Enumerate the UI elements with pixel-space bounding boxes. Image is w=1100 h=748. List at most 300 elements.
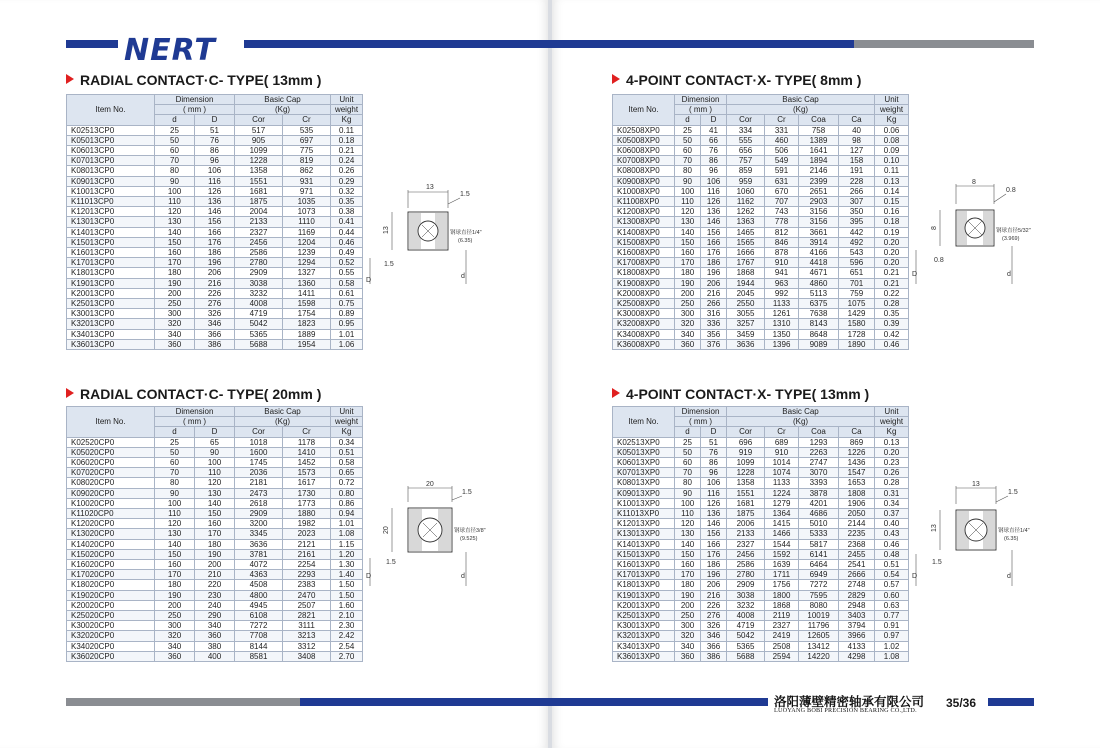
value-cell: 697	[283, 135, 331, 145]
value-cell: 3403	[839, 611, 875, 621]
value-cell: 0.20	[875, 237, 909, 247]
value-cell: 0.89	[331, 309, 363, 319]
value-cell: 2541	[839, 560, 875, 570]
table-row	[613, 600, 909, 610]
value-cell: 76	[701, 146, 727, 156]
item-number-cell: K12020CP0	[67, 519, 155, 529]
value-cell: 300	[155, 309, 195, 319]
value-cell: 50	[155, 135, 195, 145]
table-row	[613, 631, 909, 641]
value-cell: 14220	[799, 651, 839, 661]
table-row	[613, 268, 909, 278]
value-cell: 1294	[283, 258, 331, 268]
value-cell: 0.13	[875, 437, 909, 447]
value-cell: 7272	[235, 621, 283, 631]
item-number-cell: K08013CP0	[67, 166, 155, 176]
value-cell: 76	[701, 447, 727, 457]
value-cell: 130	[155, 529, 195, 539]
value-cell: 862	[283, 166, 331, 176]
bearing-diagram-c13	[364, 178, 482, 288]
value-cell: 160	[675, 248, 701, 258]
value-cell: 86	[195, 146, 235, 156]
chamfer-label-bottom: 1.5	[386, 559, 396, 566]
table-row	[613, 258, 909, 268]
value-cell: 0.26	[331, 166, 363, 176]
value-cell: 1598	[283, 299, 331, 309]
table-row	[67, 641, 363, 651]
value-cell: 3156	[799, 207, 839, 217]
value-cell: 1099	[727, 458, 765, 468]
value-cell: 0.26	[875, 468, 909, 478]
value-cell: 2747	[799, 458, 839, 468]
table-row	[67, 186, 363, 196]
table-row	[67, 611, 363, 621]
table-row	[67, 549, 363, 559]
value-cell: 6108	[235, 611, 283, 621]
value-cell: 3070	[799, 468, 839, 478]
value-cell: 1415	[765, 519, 799, 529]
item-number-cell: K07013CP0	[67, 156, 155, 166]
item-number-cell: K20013XP0	[613, 600, 675, 610]
value-cell: 1.01	[331, 329, 363, 339]
item-number-cell: K11013CP0	[67, 197, 155, 207]
value-cell: 1875	[727, 509, 765, 519]
value-cell: 190	[155, 278, 195, 288]
col-dimension: Dimension	[675, 95, 727, 105]
value-cell: 100	[155, 186, 195, 196]
value-cell: 1641	[799, 146, 839, 156]
value-cell: 5365	[235, 329, 283, 339]
value-cell: 1580	[839, 319, 875, 329]
value-cell: 186	[195, 248, 235, 258]
value-cell: 76	[195, 135, 235, 145]
value-cell: 5688	[235, 339, 283, 349]
value-cell: 1261	[765, 309, 799, 319]
value-cell: 1014	[765, 458, 799, 468]
ball-size-mm: (6.35)	[458, 238, 473, 244]
item-number-cell: K11008XP0	[613, 197, 675, 207]
table-row	[613, 549, 909, 559]
value-cell: 1889	[283, 329, 331, 339]
chamfer-label: 1.5	[462, 489, 472, 496]
value-cell: 90	[195, 447, 235, 457]
value-cell: 1410	[283, 447, 331, 457]
table-row	[613, 186, 909, 196]
item-number-cell: K36008XP0	[613, 339, 675, 349]
table-row	[67, 166, 363, 176]
value-cell: 0.95	[331, 319, 363, 329]
outer-dia-label: D	[366, 277, 372, 284]
value-cell: 90	[675, 488, 701, 498]
value-cell: 40	[839, 125, 875, 135]
value-cell: 126	[701, 197, 727, 207]
value-cell: 1808	[839, 488, 875, 498]
value-cell: 0.43	[875, 529, 909, 539]
value-cell: 0.31	[875, 488, 909, 498]
value-cell: 2036	[235, 468, 283, 478]
item-number-cell: K05008XP0	[613, 135, 675, 145]
value-cell: 1906	[839, 498, 875, 508]
value-cell: 176	[701, 248, 727, 258]
value-cell: 0.19	[875, 227, 909, 237]
item-number-cell: K16008XP0	[613, 248, 675, 258]
value-cell: 3794	[839, 621, 875, 631]
value-cell: 6464	[799, 560, 839, 570]
value-cell: 2119	[765, 611, 799, 621]
table-row	[613, 458, 909, 468]
value-cell: 1436	[839, 458, 875, 468]
table-row	[67, 498, 363, 508]
value-cell: 120	[155, 207, 195, 217]
value-cell: 156	[701, 227, 727, 237]
col-dimension: Dimension	[155, 407, 235, 417]
item-number-cell: K17020CP0	[67, 570, 155, 580]
value-cell: 70	[155, 156, 195, 166]
value-cell: 0.11	[875, 166, 909, 176]
value-cell: 1133	[765, 299, 799, 309]
table-row	[67, 437, 363, 447]
value-cell: 0.52	[331, 258, 363, 268]
value-cell: 1666	[727, 248, 765, 258]
value-cell: 2456	[235, 237, 283, 247]
table-row	[67, 447, 363, 457]
value-cell: 878	[765, 248, 799, 258]
value-cell: 2161	[283, 549, 331, 559]
value-cell: 290	[195, 611, 235, 621]
item-number-cell: K34013XP0	[613, 641, 675, 651]
table-row	[67, 631, 363, 641]
value-cell: 2455	[839, 549, 875, 559]
value-cell: 1944	[727, 278, 765, 288]
table-row	[67, 560, 363, 570]
item-number-cell: K20008XP0	[613, 288, 675, 298]
table-row	[67, 600, 363, 610]
value-cell: 150	[155, 549, 195, 559]
value-cell: 2473	[235, 488, 283, 498]
value-cell: 2594	[765, 651, 799, 661]
value-cell: 1350	[765, 329, 799, 339]
chamfer-label-bottom: 1.5	[932, 559, 942, 566]
item-number-cell: K34020CP0	[67, 641, 155, 651]
item-number-cell: K16013XP0	[613, 560, 675, 570]
value-cell: 2829	[839, 590, 875, 600]
item-number-cell: K02508XP0	[613, 125, 675, 135]
value-cell: 206	[701, 580, 727, 590]
value-cell: 200	[675, 288, 701, 298]
table-row	[613, 197, 909, 207]
value-cell: 5113	[799, 288, 839, 298]
value-cell: 51	[701, 437, 727, 447]
value-cell: 2327	[727, 539, 765, 549]
value-cell: 1110	[283, 217, 331, 227]
item-number-cell: K07013XP0	[613, 468, 675, 478]
value-cell: 228	[839, 176, 875, 186]
col-D: D	[701, 427, 727, 437]
value-cell: 140	[675, 227, 701, 237]
col-kg: (Kg)	[235, 105, 331, 115]
table-row	[67, 299, 363, 309]
value-cell: 5365	[727, 641, 765, 651]
col-kg: (Kg)	[235, 417, 331, 427]
footer-bar-gray	[66, 698, 300, 706]
value-cell: 2419	[765, 631, 799, 641]
value-cell: 3055	[727, 309, 765, 319]
value-cell: 2235	[839, 529, 875, 539]
value-cell: 2507	[283, 600, 331, 610]
value-cell: 591	[765, 166, 799, 176]
value-cell: 206	[195, 268, 235, 278]
value-cell: 1880	[283, 509, 331, 519]
item-number-cell: K13013XP0	[613, 529, 675, 539]
value-cell: 60	[675, 146, 701, 156]
col-weight: weight	[331, 417, 363, 427]
item-number-cell: K17013CP0	[67, 258, 155, 268]
value-cell: 0.49	[331, 248, 363, 258]
inner-dia-label: d	[461, 273, 465, 280]
header-bar-blue	[244, 40, 854, 48]
value-cell: 160	[155, 560, 195, 570]
value-cell: 160	[155, 248, 195, 258]
value-cell: 0.06	[875, 125, 909, 135]
item-number-cell: K32020CP0	[67, 631, 155, 641]
value-cell: 2045	[727, 288, 765, 298]
table-row	[67, 478, 363, 488]
value-cell: 146	[701, 217, 727, 227]
col-dimension: Dimension	[155, 95, 235, 105]
value-cell: 3312	[283, 641, 331, 651]
value-cell: 2133	[727, 529, 765, 539]
table-row	[613, 217, 909, 227]
value-cell: 0.13	[875, 176, 909, 186]
value-cell: 130	[195, 488, 235, 498]
value-cell: 140	[675, 539, 701, 549]
value-cell: 360	[675, 339, 701, 349]
item-number-cell: K05013CP0	[67, 135, 155, 145]
value-cell: 0.91	[875, 621, 909, 631]
table-row	[67, 278, 363, 288]
item-number-cell: K25020CP0	[67, 611, 155, 621]
value-cell: 276	[701, 611, 727, 621]
value-cell: 116	[701, 186, 727, 196]
value-cell: 555	[727, 135, 765, 145]
table-row	[67, 529, 363, 539]
item-number-cell: K05013XP0	[613, 447, 675, 457]
section-title-x13: 4-POINT CONTACT·X- TYPE( 13mm )	[612, 386, 869, 402]
col-unit: Unit	[331, 407, 363, 417]
value-cell: 156	[195, 217, 235, 227]
chamfer-label-bottom: 0.8	[934, 257, 944, 264]
value-cell: 110	[675, 509, 701, 519]
col-coa: Coa	[799, 115, 839, 125]
table-row	[613, 309, 909, 319]
value-cell: 4719	[727, 621, 765, 631]
value-cell: 0.38	[331, 207, 363, 217]
item-number-cell: K18013XP0	[613, 580, 675, 590]
value-cell: 4363	[235, 570, 283, 580]
value-cell: 96	[701, 468, 727, 478]
value-cell: 160	[675, 560, 701, 570]
value-cell: 70	[675, 468, 701, 478]
bearing-diagram-x8	[910, 176, 1031, 288]
value-cell: 10019	[799, 611, 839, 621]
value-cell: 4508	[235, 580, 283, 590]
value-cell: 910	[765, 258, 799, 268]
value-cell: 0.21	[331, 146, 363, 156]
value-cell: 819	[283, 156, 331, 166]
value-cell: 1544	[765, 539, 799, 549]
table-row	[613, 509, 909, 519]
value-cell: 651	[839, 268, 875, 278]
table-row	[613, 339, 909, 349]
value-cell: 1396	[765, 339, 799, 349]
value-cell: 50	[675, 447, 701, 457]
item-number-cell: K06013CP0	[67, 146, 155, 156]
value-cell: 2050	[839, 509, 875, 519]
value-cell: 2.70	[331, 651, 363, 661]
value-cell: 1728	[839, 329, 875, 339]
value-cell: 0.55	[331, 268, 363, 278]
value-cell: 106	[701, 478, 727, 488]
value-cell: 707	[765, 197, 799, 207]
value-cell: 51	[195, 125, 235, 135]
value-cell: 4201	[799, 498, 839, 508]
value-cell: 250	[155, 611, 195, 621]
item-number-cell: K11020CP0	[67, 509, 155, 519]
value-cell: 0.28	[875, 299, 909, 309]
table-row	[613, 519, 909, 529]
value-cell: 1162	[727, 197, 765, 207]
value-cell: 116	[195, 176, 235, 186]
col-cor: Cor	[235, 427, 283, 437]
table-row	[67, 227, 363, 237]
width-dim-label: 20	[426, 481, 434, 488]
value-cell: 120	[195, 478, 235, 488]
value-cell: 66	[701, 135, 727, 145]
value-cell: 1465	[727, 227, 765, 237]
value-cell: 4671	[799, 268, 839, 278]
value-cell: 0.94	[331, 509, 363, 519]
table-row	[67, 258, 363, 268]
value-cell: 400	[195, 651, 235, 661]
value-cell: 0.54	[875, 570, 909, 580]
section-title-c20: RADIAL CONTACT·C- TYPE( 20mm )	[66, 386, 321, 402]
value-cell: 156	[701, 529, 727, 539]
item-number-cell: K32013CP0	[67, 319, 155, 329]
chamfer-label: 1.5	[460, 191, 470, 198]
value-cell: 1.60	[331, 600, 363, 610]
col-basic-cap: Basic Cap	[727, 407, 875, 417]
table-x13	[612, 406, 909, 662]
value-cell: 2368	[839, 539, 875, 549]
value-cell: 0.37	[875, 509, 909, 519]
value-cell: 1073	[283, 207, 331, 217]
red-arrow-icon	[66, 388, 74, 398]
outer-dia-label: D	[366, 573, 372, 580]
value-cell: 6375	[799, 299, 839, 309]
value-cell: 106	[195, 166, 235, 176]
col-weight-kg: Kg	[875, 427, 909, 437]
table-row	[613, 590, 909, 600]
value-cell: 775	[283, 146, 331, 156]
value-cell: 1224	[765, 488, 799, 498]
value-cell: 65	[195, 437, 235, 447]
value-cell: 340	[195, 621, 235, 631]
value-cell: 150	[675, 549, 701, 559]
col-coa: Coa	[799, 427, 839, 437]
value-cell: 7272	[799, 580, 839, 590]
item-number-cell: K20020CP0	[67, 600, 155, 610]
value-cell: 3345	[235, 529, 283, 539]
col-cr: Cr	[765, 427, 799, 437]
value-cell: 442	[839, 227, 875, 237]
value-cell: 963	[765, 278, 799, 288]
value-cell: 869	[839, 437, 875, 447]
value-cell: 386	[701, 651, 727, 661]
value-cell: 1573	[283, 468, 331, 478]
col-weight-kg: Kg	[331, 427, 363, 437]
item-number-cell: K14013CP0	[67, 227, 155, 237]
value-cell: 543	[839, 248, 875, 258]
value-cell: 701	[839, 278, 875, 288]
value-cell: 517	[235, 125, 283, 135]
width-dim-label: 13	[426, 184, 434, 191]
col-ca: Ca	[839, 427, 875, 437]
value-cell: 326	[195, 309, 235, 319]
value-cell: 5817	[799, 539, 839, 549]
value-cell: 919	[727, 447, 765, 457]
item-number-cell: K13020CP0	[67, 529, 155, 539]
value-cell: 186	[701, 258, 727, 268]
value-cell: 631	[765, 176, 799, 186]
value-cell: 11796	[799, 621, 839, 631]
value-cell: 1466	[765, 529, 799, 539]
item-number-cell: K07008XP0	[613, 156, 675, 166]
value-cell: 2.30	[331, 621, 363, 631]
item-number-cell: K20013CP0	[67, 288, 155, 298]
value-cell: 170	[155, 570, 195, 580]
value-cell: 2.10	[331, 611, 363, 621]
col-weight: weight	[331, 105, 363, 115]
value-cell: 460	[765, 135, 799, 145]
value-cell: 778	[765, 217, 799, 227]
value-cell: 70	[675, 156, 701, 166]
value-cell: 1823	[283, 319, 331, 329]
value-cell: 1060	[727, 186, 765, 196]
value-cell: 0.35	[875, 309, 909, 319]
value-cell: 1.06	[331, 339, 363, 349]
value-cell: 1075	[839, 299, 875, 309]
value-cell: 0.24	[331, 156, 363, 166]
value-cell: 2327	[765, 621, 799, 631]
value-cell: 190	[155, 590, 195, 600]
value-cell: 0.75	[331, 299, 363, 309]
col-kg: (Kg)	[727, 417, 875, 427]
item-number-cell: K10013XP0	[613, 498, 675, 508]
value-cell: 670	[765, 186, 799, 196]
value-cell: 140	[155, 227, 195, 237]
table-row	[613, 539, 909, 549]
value-cell: 226	[195, 288, 235, 298]
table-row	[67, 176, 363, 186]
value-cell: 2586	[235, 248, 283, 258]
item-number-cell: K32008XP0	[613, 319, 675, 329]
value-cell: 25	[675, 125, 701, 135]
value-cell: 0.61	[331, 288, 363, 298]
value-cell: 240	[195, 600, 235, 610]
item-number-cell: K13013CP0	[67, 217, 155, 227]
table-row	[613, 166, 909, 176]
value-cell: 1293	[799, 437, 839, 447]
